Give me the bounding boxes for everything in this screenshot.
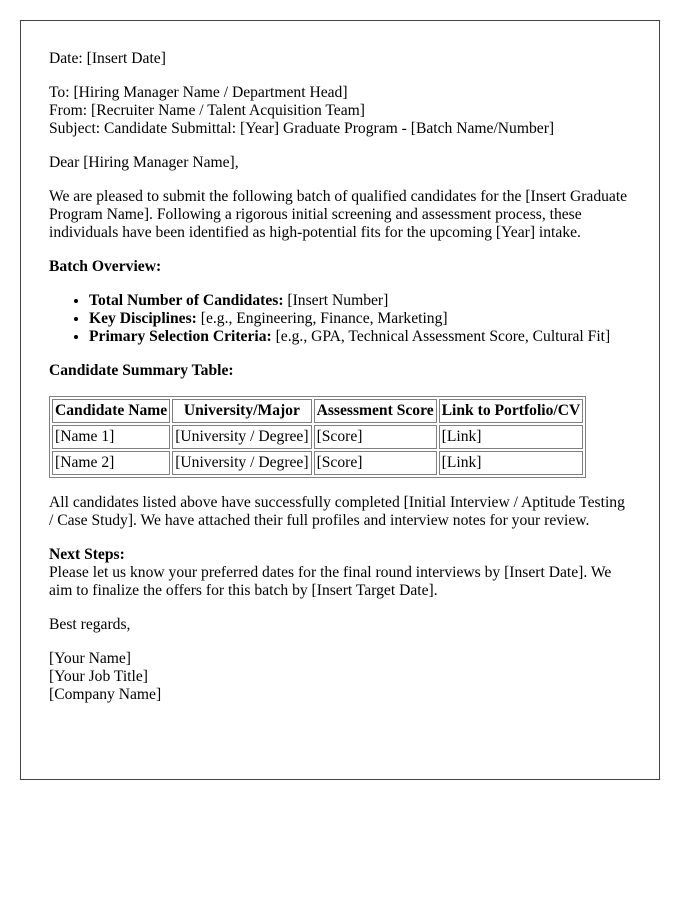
table-cell: [Link] [439,425,584,449]
summary-table-heading: Candidate Summary Table: [49,362,234,379]
next-steps-heading: Next Steps: [49,546,125,563]
list-item [89,328,631,346]
table-cell: [Score] [314,425,437,449]
table-cell: [University / Degree] [172,451,311,475]
signature-company: [Company Name] [49,686,162,703]
batch-overview-heading: Batch Overview: [49,258,162,275]
column-header: Link to Portfolio/CV [439,399,584,423]
table-cell: [Score] [314,451,437,475]
table-header-row [52,399,583,423]
completion-note: All candidates listed above have successfully completed [Initial Interview / Aptitude Testing / Case Study]. We have attached their full profiles and interview notes for your review. [49,494,625,529]
table-cell: [Name 1] [52,425,170,449]
column-header: Candidate Name [52,399,170,423]
table-cell: [Link] [439,451,584,475]
next-steps-text: Please let us know your preferred dates for the final round interviews by [Insert Date]. We aim to finalize the offers for this batch by [Insert Target Date]. [49,564,612,599]
subject-line: Subject: Candidate Submittal: [Year] Graduate Program - [Batch Name/Number] [49,120,555,137]
list-item-value: [Insert Number] [283,292,389,309]
address-block [49,84,631,138]
from-line: From: [Recruiter Name / Talent Acquisition Team] [49,102,365,119]
list-item [89,310,631,328]
list-item [89,292,631,310]
signature-name: [Your Name] [49,650,132,667]
table-row [52,425,583,449]
salutation: Dear [Hiring Manager Name], [49,154,239,171]
list-item-label: Primary Selection Criteria: [89,328,272,345]
date-line: Date: [Insert Date] [49,50,166,67]
list-item-label: Key Disciplines: [89,310,197,327]
list-item-label: Total Number of Candidates: [89,292,284,309]
column-header: Assessment Score [314,399,437,423]
list-item-value: [e.g., Engineering, Finance, Marketing] [196,310,448,327]
closing: Best regards, [49,616,131,633]
table-cell: [Name 2] [52,451,170,475]
signature-block [49,650,631,704]
column-header: University/Major [172,399,311,423]
table-row [52,451,583,475]
candidate-summary-table [49,396,586,478]
list-item-value: [e.g., GPA, Technical Assessment Score, Cultural Fit] [271,328,611,345]
signature-title: [Your Job Title] [49,668,148,685]
to-line: To: [Hiring Manager Name / Department Head] [49,84,348,101]
intro-paragraph: We are pleased to submit the following batch of qualified candidates for the [Insert Graduate Program Name]. Following a rigorous initial screening and assessment process, these individuals have been identified as high-potential fits for the upcoming [Year] intake. [49,188,628,241]
table-cell: [University / Degree] [172,425,311,449]
next-steps-section [49,546,631,600]
batch-overview-list [49,292,631,346]
letter-document [20,20,660,780]
